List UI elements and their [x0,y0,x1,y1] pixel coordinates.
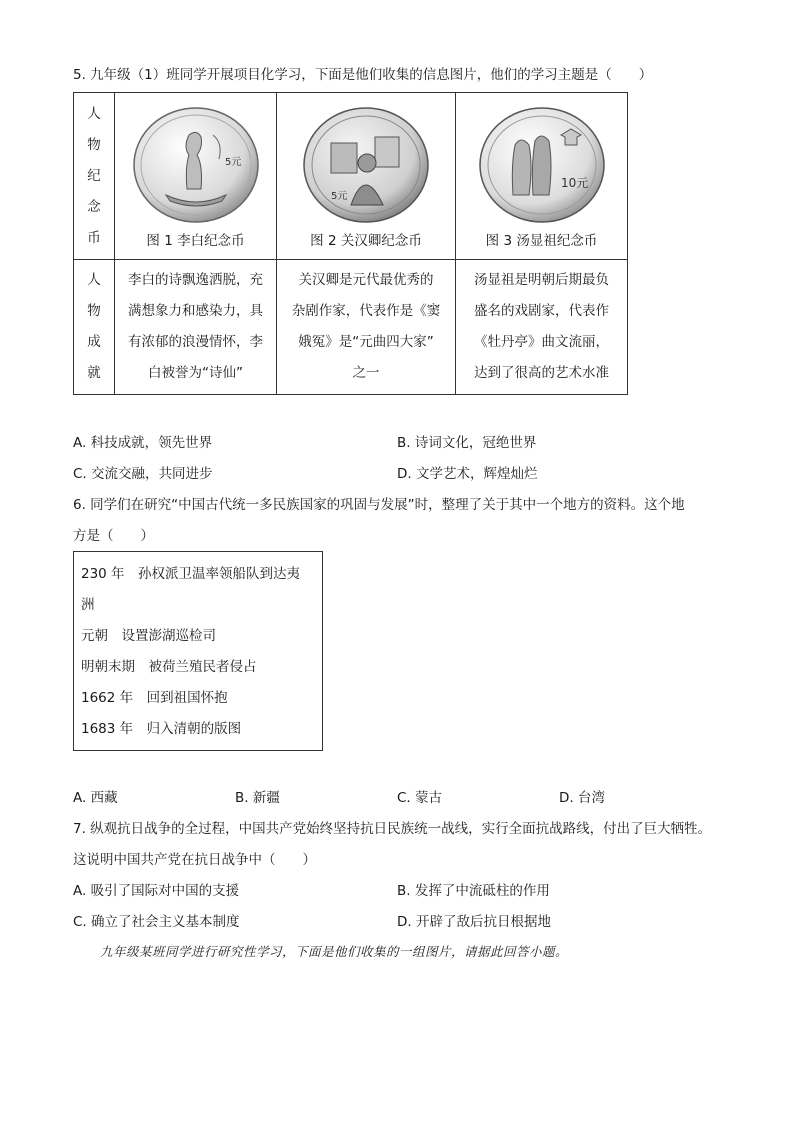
q5-info-table [73,92,628,395]
q7-stem-line1: 7. 纵观抗日战争的全过程，中国共产党始终坚持抗日民族统一战线，实行全面抗战路线，付出了巨大牺牲。 [73,821,712,837]
q5-option-d[interactable]: D. 文学艺术，辉煌灿烂 [397,466,538,482]
q7-option-a[interactable]: A. 吸引了国际对中国的支援 [73,883,240,899]
svg-text:10元: 10元 [560,176,588,190]
svg-text:5元: 5元 [331,191,348,202]
q6-stem-line1: 6. 同学们在研究“中国古代统一多民族国家的巩固与发展”时，整理了关于其中一个地方的资料。这个地 [73,497,685,513]
coin-caption-1: 图 1 李白纪念币 [146,233,245,249]
coin-caption-2: 图 2 关汉卿纪念币 [310,233,422,249]
coin-cell-2 [277,93,456,260]
achievement-li-bai: 李白的诗飘逸洒脱，充 满想象力和感染力，具 有浓郁的浪漫情怀，李 白被誉为“诗仙” [115,260,277,395]
q6-box-line: 230 年 孙权派卫温率领船队到达夷 [81,566,301,582]
q6-option-d[interactable]: D. 台湾 [559,790,605,806]
tang-xianzu-coin-icon [477,105,607,225]
li-bai-coin-icon [131,105,261,225]
svg-text:5元: 5元 [224,157,241,168]
coin-cell-1 [115,93,277,260]
q6-info-box [73,551,323,751]
q5-option-c[interactable]: C. 交流交融，共同进步 [73,466,213,482]
q6-stem-line2: 方是（ ） [73,528,154,544]
q6-option-a[interactable]: A. 西藏 [73,790,118,806]
q7-option-b[interactable]: B. 发挥了中流砥柱的作用 [397,883,550,899]
guan-hanqing-coin-icon [301,105,431,225]
row-label-achievement: 人物成就 [74,260,115,395]
q7-stem-line2: 这说明中国共产党在抗日战争中（ ） [73,852,316,868]
q5-stem: 5. 九年级（1）班同学开展项目化学习，下面是他们收集的信息图片，他们的学习主题是（ ） [73,67,653,83]
achievement-guan-hanqing: 关汉卿是元代最优秀的 杂剧作家，代表作是《窦 娥冤》是“元曲四大家” 之一 [277,260,456,395]
q6-option-b[interactable]: B. 新疆 [235,790,280,806]
q7-option-c[interactable]: C. 确立了社会主义基本制度 [73,914,240,930]
q6-box-line: 元朝 设置澎湖巡检司 [81,628,216,644]
q6-box-line: 洲 [81,597,95,613]
group-intro-note: 九年级某班同学进行研究性学习，下面是他们收集的一组图片，请据此回答小题。 [100,944,569,959]
coin-caption-3: 图 3 汤显祖纪念币 [485,233,598,249]
row-label-coin: 人物纪念币 [74,93,115,260]
q6-option-c[interactable]: C. 蒙古 [397,790,443,806]
coin-cell-3 [456,93,628,260]
q6-box-line: 1662 年 回到祖国怀抱 [81,690,228,706]
q6-box-line: 明朝末期 被荷兰殖民者侵占 [81,659,257,675]
q7-option-d[interactable]: D. 开辟了敌后抗日根据地 [397,914,551,930]
q5-option-b[interactable]: B. 诗词文化，冠绝世界 [397,435,537,451]
q6-box-line: 1683 年 归入清朝的版图 [81,721,242,737]
q5-option-a[interactable]: A. 科技成就，领先世界 [73,435,213,451]
achievement-tang-xianzu: 汤显祖是明朝后期最负 盛名的戏剧家，代表作 《牡丹亭》曲文流丽， 达到了很高的艺术水准 [456,260,628,395]
